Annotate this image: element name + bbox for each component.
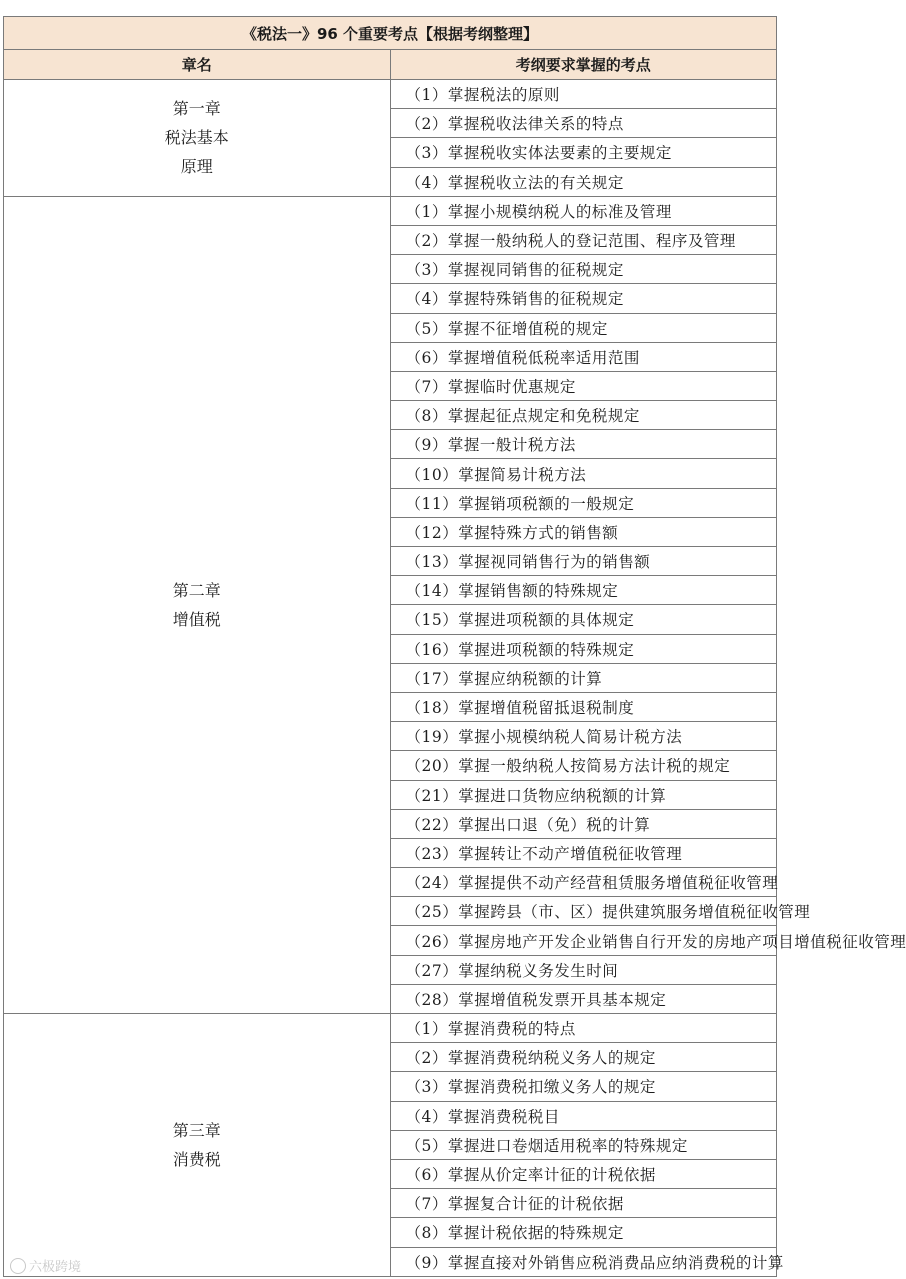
exam-point-item: （28）掌握增值税发票开具基本规定 — [390, 984, 777, 1013]
title-row — [4, 17, 777, 50]
exam-point-item: （23）掌握转让不动产增值税征收管理 — [390, 838, 777, 867]
header-chapter: 章名 — [4, 50, 391, 80]
exam-point-item: （5）掌握不征增值税的规定 — [390, 313, 777, 342]
chapter-name-line: 第一章 — [172, 99, 221, 119]
exam-point-item: （4）掌握税收立法的有关规定 — [390, 167, 777, 196]
exam-point-item: （1）掌握消费税的特点 — [390, 1014, 777, 1043]
exam-point-item: （7）掌握复合计征的计税依据 — [390, 1189, 777, 1218]
chapter-name-line: 消费税 — [172, 1149, 221, 1169]
exam-point-item: （18）掌握增值税留抵退税制度 — [390, 692, 777, 721]
exam-point-item: （1）掌握税法的原则 — [390, 80, 777, 109]
footer-watermark — [10, 1256, 81, 1275]
exam-point-item: （21）掌握进口货物应纳税额的计算 — [390, 780, 777, 809]
exam-point-item: （25）掌握跨县（市、区）提供建筑服务增值税征收管理 — [390, 897, 777, 926]
exam-point-item: （9）掌握直接对外销售应税消费品应纳消费税的计算 — [390, 1247, 777, 1276]
exam-point-item: （11）掌握销项税额的一般规定 — [390, 488, 777, 517]
exam-point-item: （24）掌握提供不动产经营租赁服务增值税征收管理 — [390, 868, 777, 897]
exam-point-item: （9）掌握一般计税方法 — [390, 430, 777, 459]
exam-point-item: （22）掌握出口退（免）税的计算 — [390, 809, 777, 838]
exam-point-item: （17）掌握应纳税额的计算 — [390, 663, 777, 692]
exam-point-item: （1）掌握小规模纳税人的标准及管理 — [390, 196, 777, 225]
chapter-name-line: 原理 — [180, 157, 213, 177]
header-points: 考纲要求掌握的考点 — [390, 50, 777, 80]
exam-point-item: （10）掌握简易计税方法 — [390, 459, 777, 488]
exam-point-item: （2）掌握一般纳税人的登记范围、程序及管理 — [390, 225, 777, 254]
exam-point-item: （7）掌握临时优惠规定 — [390, 371, 777, 400]
table-row — [4, 80, 777, 109]
chapter-name-cell — [4, 196, 391, 1013]
chapter-name-cell — [4, 1014, 391, 1277]
chapter-name-cell — [4, 80, 391, 197]
footer-watermark-text: 六极跨境 — [29, 1260, 82, 1275]
exam-point-item: （2）掌握税收法律关系的特点 — [390, 109, 777, 138]
exam-point-item: （14）掌握销售额的特殊规定 — [390, 576, 777, 605]
exam-point-item: （6）掌握增值税低税率适用范围 — [390, 342, 777, 371]
table-row — [4, 196, 777, 225]
chapter-name-line: 税法基本 — [164, 128, 229, 148]
exam-point-item: （3）掌握税收实体法要素的主要规定 — [390, 138, 777, 167]
exam-point-item: （15）掌握进项税额的具体规定 — [390, 605, 777, 634]
exam-point-item: （2）掌握消费税纳税义务人的规定 — [390, 1043, 777, 1072]
exam-point-item: （4）掌握消费税税目 — [390, 1101, 777, 1130]
exam-point-item: （16）掌握进项税额的特殊规定 — [390, 634, 777, 663]
table-title: 《税法一》96 个重要考点【根据考纲整理】 — [4, 17, 777, 50]
table-row — [4, 1014, 777, 1043]
exam-point-item: （26）掌握房地产开发企业销售自行开发的房地产项目增值税征收管理 — [390, 926, 777, 955]
exam-point-item: （8）掌握计税依据的特殊规定 — [390, 1218, 777, 1247]
exam-point-item: （4）掌握特殊销售的征税规定 — [390, 284, 777, 313]
exam-point-item: （8）掌握起征点规定和免税规定 — [390, 401, 777, 430]
exam-point-item: （27）掌握纳税义务发生时间 — [390, 955, 777, 984]
exam-point-item: （20）掌握一般纳税人按简易方法计税的规定 — [390, 751, 777, 780]
exam-point-item: （3）掌握视同销售的征税规定 — [390, 255, 777, 284]
exam-point-item: （19）掌握小规模纳税人简易计税方法 — [390, 722, 777, 751]
exam-point-item: （13）掌握视同销售行为的销售额 — [390, 547, 777, 576]
exam-points-table — [3, 16, 906, 1277]
exam-point-item: （3）掌握消费税扣缴义务人的规定 — [390, 1072, 777, 1101]
chapter-name-line: 第二章 — [172, 580, 221, 600]
chapter-name-line: 增值税 — [172, 609, 221, 629]
chapter-name-line: 第三章 — [172, 1120, 221, 1140]
exam-point-item: （6）掌握从价定率计征的计税依据 — [390, 1159, 777, 1188]
brand-logo-icon — [10, 1258, 26, 1274]
header-row — [4, 50, 777, 80]
exam-point-item: （5）掌握进口卷烟适用税率的特殊规定 — [390, 1130, 777, 1159]
exam-point-item: （12）掌握特殊方式的销售额 — [390, 517, 777, 546]
